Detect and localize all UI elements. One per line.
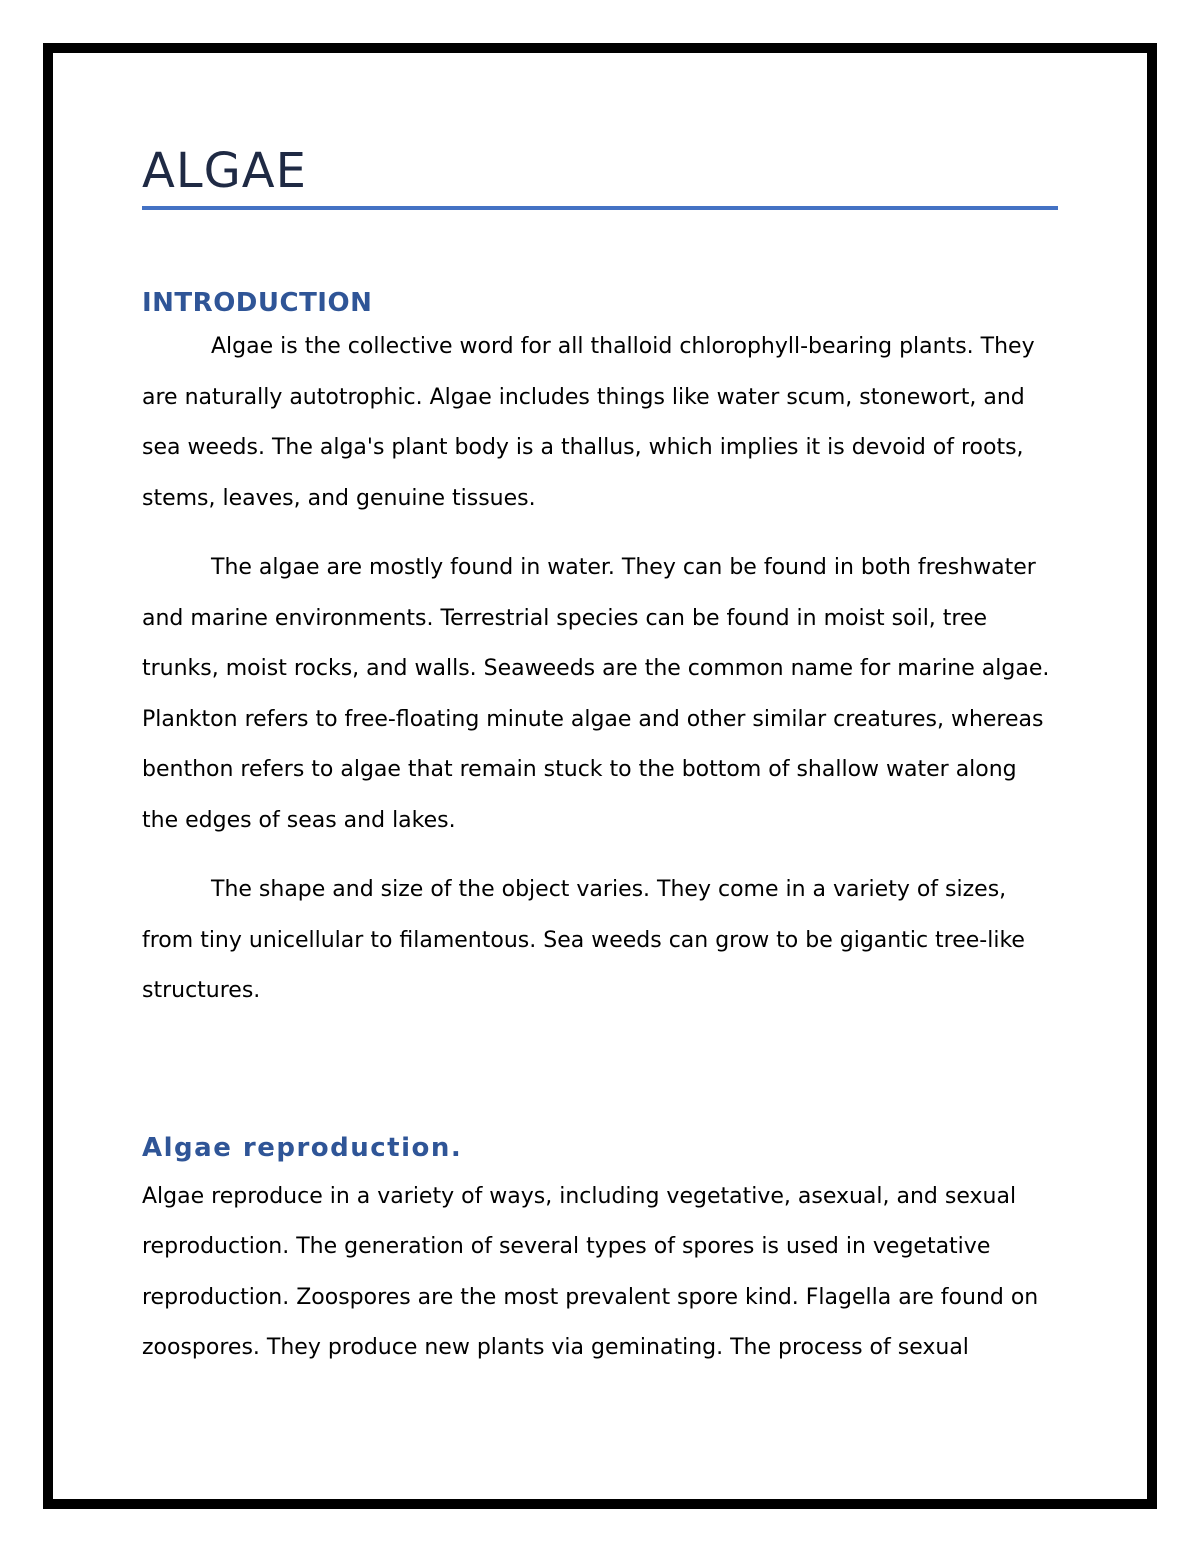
introduction-paragraph-1: Algae is the collective word for all thalloid chlorophyll-bearing plants. They are naturally autotrophic. Algae includes things like water scum, stonewort, and sea weeds. The alga's plant body is a thallus, which implies it is devoid of roots, stems, leaves, and genuine tissues. xyxy=(142,334,1035,511)
introduction-paragraph-2: The algae are mostly found in water. They can be found in both freshwater and marine environments. Terrestrial species can be found in moist soil, tree trunks, moist rocks, and walls. Seaweeds are the common name for marine algae. Plankton refers to free-floating minute algae and other similar creatures, whereas benthon refers to algae that remain stuck to the bottom of shallow water along the edges of seas and lakes. xyxy=(142,555,1050,833)
reproduction-paragraph-1: Algae reproduce in a variety of ways, including vegetative, asexual, and sexual reproduction. The generation of several types of spores is used in vegetative reproduction. Zoospores are the most prevalent spore kind. Flagella are found on zoospores. They produce new plants via geminating. The process of sexual xyxy=(142,1183,1039,1360)
document-title: ALGAE xyxy=(142,143,307,199)
title-underline xyxy=(142,206,1058,210)
document-body xyxy=(142,140,1058,1374)
section-heading-algae-reproduction: Algae reproduction. xyxy=(142,1132,463,1163)
section-heading-introduction: INTRODUCTION xyxy=(142,288,373,318)
introduction-paragraph-3: The shape and size of the object varies. They come in a variety of sizes, from tiny unicellular to filamentous. Sea weeds can grow to be gigantic tree-like structures. xyxy=(142,877,1025,1003)
